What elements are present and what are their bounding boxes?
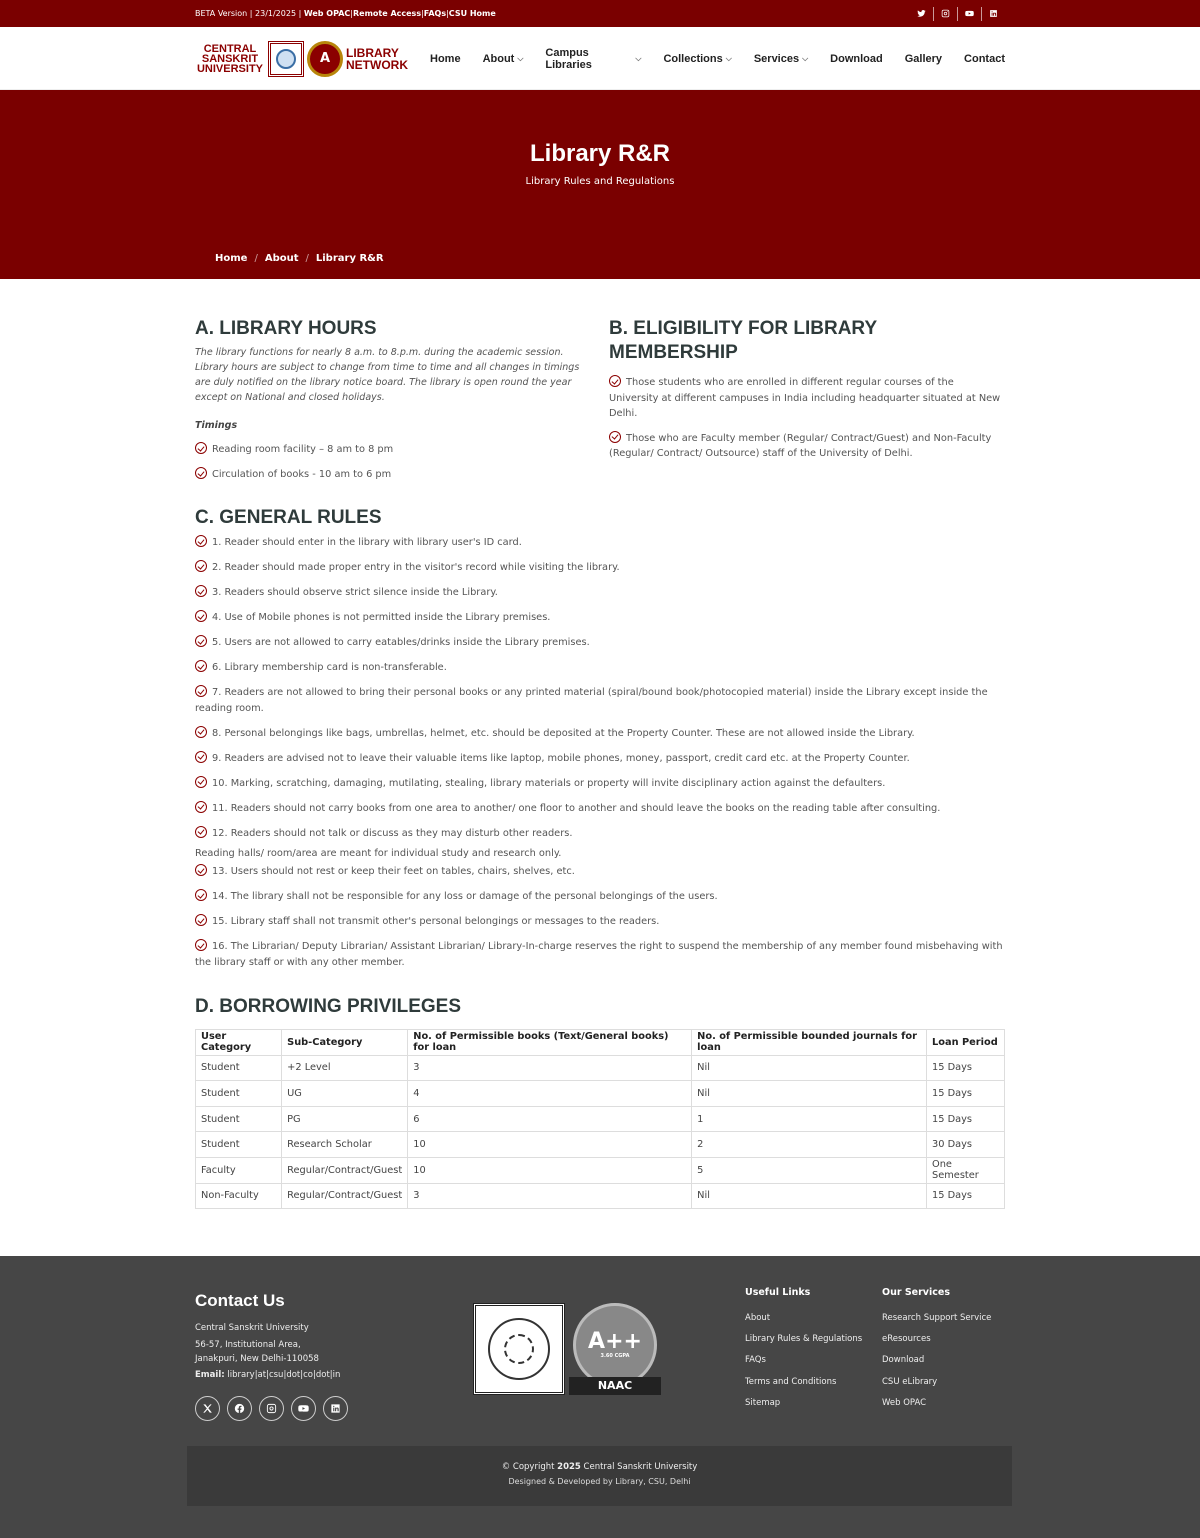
list-item: Those who are Faculty member (Regular/ Contract/Guest) and Non-Faculty (Regular/ Contract/ Outsource) staff of the University of Delhi. (609, 432, 992, 459)
list-item: Reading room facility – 8 am to 8 pm (195, 442, 591, 458)
main-nav (408, 47, 1005, 71)
borrowing-section (195, 995, 1005, 1209)
naac-label: NAAC (569, 1377, 661, 1395)
naac-cgpa: 3.60 CGPA (600, 1353, 630, 1359)
table-cell: Faculty (196, 1157, 282, 1183)
borrowing-heading: D. BORROWING PRIVILEGES (195, 996, 462, 1017)
list-item: 4. Use of Mobile phones is not permitted inside the Library premises. (195, 610, 1005, 626)
list-item: 7. Readers are not allowed to bring their personal books or any printed material (spiral/bound book/photocopied material) inside the Library except inside the reading room. (195, 687, 988, 714)
list-item: 5. Users are not allowed to carry eatables/drinks inside the Library premises. (195, 635, 1005, 651)
nav-services[interactable]: Services ⌵ (753, 52, 809, 65)
copyright-bar (187, 1446, 1012, 1506)
check-circle-icon (195, 560, 207, 572)
general-rules-heading: C. GENERAL RULES (195, 507, 382, 528)
check-circle-icon (195, 660, 207, 672)
linkedin-icon[interactable] (323, 1396, 348, 1421)
top-link-faqs[interactable]: FAQs (423, 9, 447, 18)
table-cell: Nil (692, 1055, 927, 1081)
main-content (195, 279, 1005, 1256)
youtube-icon[interactable] (291, 1396, 316, 1421)
table-cell: 15 Days (927, 1081, 1005, 1107)
check-circle-icon (195, 685, 207, 697)
table-cell: 15 Days (927, 1106, 1005, 1132)
check-circle-icon (195, 939, 207, 951)
table-cell: Nil (692, 1081, 927, 1107)
nav-campus-libraries[interactable]: Campus Libraries ⌵ (545, 46, 642, 71)
library-hours-intro: The library functions for nearly 8 a.m. to 8.p.m. during the academic session. Library hours are subject to change from time to time and all changes in timings are duly notified on the library notice board. The library is open round the year except on National and closed holidays. (195, 347, 580, 403)
check-circle-icon (195, 889, 207, 901)
table-cell: 3 (408, 1183, 692, 1209)
org-name: Central Sanskrit University (195, 1323, 309, 1333)
check-circle-icon (195, 726, 207, 738)
table-row (196, 1106, 1005, 1132)
table-cell: Regular/Contract/Guest (282, 1183, 408, 1209)
list-item: 2. Reader should made proper entry in the visitor's record while visiting the library. (195, 560, 1005, 576)
useful-link[interactable]: Terms and Conditions (745, 1376, 837, 1387)
list-item: 12. Readers should not talk or discuss as they may disturb other readers. (195, 826, 1005, 842)
nav-collections[interactable]: Collections ⌵ (663, 52, 732, 65)
eligibility-section (609, 317, 1005, 483)
table-row (196, 1081, 1005, 1107)
table-cell: 10 (408, 1132, 692, 1158)
table-header-cell: No. of Permissible bounded journals for loan (692, 1030, 927, 1056)
check-circle-icon (195, 442, 207, 454)
table-cell: 4 (408, 1081, 692, 1107)
list-item: Circulation of books - 10 am to 6 pm (195, 467, 591, 483)
general-rules-section (195, 506, 1005, 970)
borrowing-table (195, 1029, 1005, 1209)
service-link[interactable]: CSU eLibrary (882, 1376, 938, 1387)
site-logo[interactable] (195, 41, 408, 77)
table-header-cell: User Category (196, 1030, 282, 1056)
check-circle-icon (195, 635, 207, 647)
list-item: 6. Library membership card is non-transferable. (195, 660, 1005, 676)
check-circle-icon (195, 801, 207, 813)
instagram-icon[interactable] (259, 1396, 284, 1421)
university-emblem-icon (268, 41, 304, 77)
x-icon[interactable] (195, 1396, 220, 1421)
email-label: Email: (195, 1369, 225, 1380)
check-circle-icon (195, 826, 207, 838)
useful-links-heading: Useful Links (745, 1287, 811, 1298)
table-row (196, 1157, 1005, 1183)
table-cell: Student (196, 1132, 282, 1158)
list-item: 15. Library staff shall not transmit other's personal belongings or messages to the readers. (195, 914, 1005, 930)
nav-download[interactable]: Download (830, 52, 883, 65)
email-address[interactable]: library|at|csu|dot|co|dot|in (227, 1369, 341, 1380)
useful-link[interactable]: Library Rules & Regulations (745, 1334, 863, 1345)
twitter-icon[interactable] (909, 7, 933, 21)
list-item: 8. Personal belongings like bags, umbrellas, helmet, etc. should be deposited at the Property Counter. These are not allowed inside the Library. (195, 726, 1005, 742)
useful-links (745, 1287, 862, 1414)
naac-grade: A++ (588, 1329, 642, 1354)
table-cell: 10 (408, 1157, 692, 1183)
timings-label: Timings (195, 420, 238, 431)
table-header-cell: Loan Period (927, 1030, 1005, 1056)
chevron-down-icon: ⌵ (725, 53, 732, 63)
service-link[interactable]: eResources (882, 1334, 931, 1345)
table-cell: 5 (692, 1157, 927, 1183)
page-hero (0, 90, 1200, 279)
nav-contact[interactable]: Contact (964, 52, 1005, 65)
list-item: Those students who are enrolled in different regular courses of the University at different campuses in India including headquarter situated at New Delhi. (609, 377, 1001, 419)
library-hours-heading: A. LIBRARY HOURS (195, 318, 377, 339)
service-link[interactable]: Research Support Service (882, 1313, 992, 1323)
our-services-heading: Our Services (882, 1287, 950, 1298)
page-title: Library R&R (529, 140, 671, 167)
table-cell: Student (196, 1055, 282, 1081)
table-cell: Research Scholar (282, 1132, 408, 1158)
footer-badges (473, 1303, 661, 1395)
table-cell: 3 (408, 1055, 692, 1081)
address-line-2: Janakpuri, New Delhi-110058 (195, 1354, 319, 1364)
top-bar (0, 0, 1200, 27)
table-cell: 6 (408, 1106, 692, 1132)
instagram-icon[interactable] (933, 7, 957, 21)
list-item: 13. Users should not rest or keep their feet on tables, chairs, shelves, etc. (195, 864, 1005, 880)
table-row (196, 1055, 1005, 1081)
table-cell: 15 Days (927, 1055, 1005, 1081)
check-circle-icon (195, 864, 207, 876)
table-cell: Non-Faculty (196, 1183, 282, 1209)
rules-note: Reading halls/ room/area are meant for individual study and research only. (195, 848, 562, 859)
nav-home[interactable]: Home (430, 52, 461, 65)
top-bar-info: BETA Version | 23/1/2025 | Web OPAC|Remote Access|FAQs|CSU Home (195, 9, 496, 18)
useful-link[interactable]: FAQs (745, 1355, 766, 1366)
table-header-cell: Sub-Category (282, 1030, 408, 1056)
address-line-1: 56-57, Institutional Area, (195, 1339, 301, 1350)
check-circle-icon (609, 375, 621, 387)
check-circle-icon (609, 431, 621, 443)
table-cell: UG (282, 1081, 408, 1107)
breadcrumb-home[interactable]: Home (215, 253, 248, 264)
breadcrumb-current: Library R&R (315, 253, 384, 264)
check-circle-icon (195, 776, 207, 788)
top-link-csu-home[interactable]: CSU Home (448, 9, 496, 18)
useful-link[interactable]: Sitemap (745, 1397, 781, 1408)
nav-gallery[interactable]: Gallery (904, 52, 943, 65)
top-social-links (909, 7, 1005, 21)
list-item: 10. Marking, scratching, damaging, mutilating, stealing, library materials or property will invite disciplinary action against the defaulters. (195, 776, 1005, 792)
table-cell: Student (196, 1106, 282, 1132)
table-row (196, 1183, 1005, 1209)
list-item: 16. The Librarian/ Deputy Librarian/ Assistant Librarian/ Library-In-charge reserves the right to suspend the membership of any member found misbehaving with the library staff or with any other member. (195, 941, 1003, 968)
library-hours-section (195, 317, 591, 483)
site-footer (0, 1256, 1200, 1538)
table-cell: Regular/Contract/Guest (282, 1157, 408, 1183)
service-link[interactable]: Web OPAC (882, 1397, 927, 1408)
naac-grade-badge-icon: A (307, 41, 343, 77)
list-item: 1. Reader should enter in the library with library user's ID card. (195, 535, 1005, 551)
list-item: 3. Readers should observe strict silence inside the Library. (195, 585, 1005, 601)
list-item: 9. Readers are advised not to leave their valuable items like laptop, mobile phones, money, passport, credit card etc. at the Property Counter. (195, 751, 1005, 767)
linkedin-icon[interactable] (981, 7, 1005, 21)
facebook-icon[interactable] (227, 1396, 252, 1421)
table-header-cell: No. of Permissible books (Text/General books) for loan (408, 1030, 692, 1056)
eligibility-heading: B. ELIGIBILITY FOR LIBRARY MEMBERSHIP (609, 318, 878, 363)
logo-university-name: CENTRAL SANSKRIT UNIVERSITY (196, 42, 263, 75)
table-cell: 1 (692, 1106, 927, 1132)
chevron-down-icon: ⌵ (517, 53, 524, 63)
table-cell: 30 Days (927, 1132, 1005, 1158)
list-item: 14. The library shall not be responsible for any loss or damage of the personal belongings of the users. (195, 889, 1005, 905)
table-cell: Nil (692, 1183, 927, 1209)
breadcrumb: Home / About / Library R&R (215, 253, 384, 264)
table-cell: PG (282, 1106, 408, 1132)
footer-contact (195, 1291, 348, 1421)
check-circle-icon (195, 751, 207, 763)
service-link[interactable]: Download (882, 1355, 925, 1366)
breadcrumb-about[interactable]: About (264, 253, 299, 264)
beta-version-text: BETA Version | 23/1/2025 | (195, 9, 302, 18)
site-header (0, 27, 1200, 90)
table-cell: +2 Level (282, 1055, 408, 1081)
nav-about[interactable]: About ⌵ (482, 52, 524, 65)
table-cell: One Semester (927, 1157, 1005, 1183)
top-link-remote-access[interactable]: Remote Access (353, 9, 422, 18)
our-services-links (882, 1287, 991, 1414)
table-cell: Student (196, 1081, 282, 1107)
check-circle-icon (195, 535, 207, 547)
check-circle-icon (195, 585, 207, 597)
logo-library-network: LIBRARY NETWORK (346, 45, 408, 72)
list-item: 11. Readers should not carry books from one area to another/ one floor to another and should leave the books on the reading table after consulting. (195, 801, 1005, 817)
table-cell: 15 Days (927, 1183, 1005, 1209)
useful-link[interactable]: About (745, 1313, 771, 1323)
youtube-icon[interactable] (957, 7, 981, 21)
check-circle-icon (195, 467, 207, 479)
check-circle-icon (195, 610, 207, 622)
copyright-text: © Copyright 2025 Central Sanskrit University (501, 1462, 698, 1472)
naac-accreditation-badge (569, 1303, 661, 1395)
footer-social-links (195, 1396, 348, 1421)
chevron-down-icon: ⌵ (635, 53, 642, 63)
contact-heading: Contact Us (195, 1291, 285, 1310)
chevron-down-icon: ⌵ (802, 53, 809, 63)
credit-text: Designed & Developed by Library, CSU, Delhi (508, 1477, 691, 1486)
table-row (196, 1132, 1005, 1158)
university-seal-icon (473, 1303, 565, 1395)
check-circle-icon (195, 914, 207, 926)
page-subtitle: Library Rules and Regulations (525, 176, 675, 187)
top-link-web-opac[interactable]: Web OPAC (303, 9, 351, 18)
table-cell: 2 (692, 1132, 927, 1158)
